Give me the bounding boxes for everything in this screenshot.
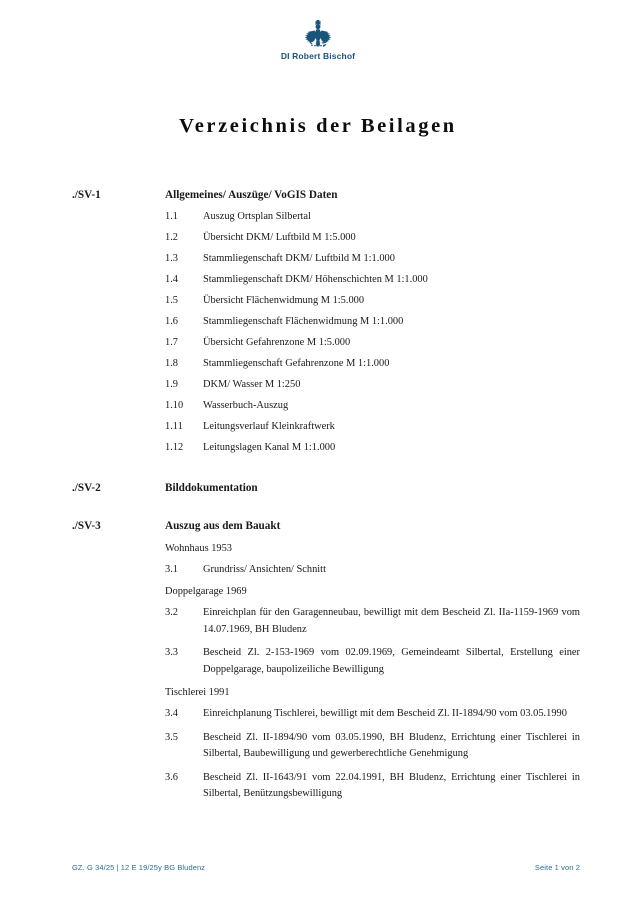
list-item [72, 730, 580, 763]
item-number: 3.3 [165, 647, 178, 658]
item-text: Übersicht DKM/ Luftbild M 1:5.000 [203, 232, 356, 243]
list-item [72, 440, 580, 455]
item-number: 1.1 [165, 211, 178, 222]
item-text: Einreichplanung Tischlerei, bewilligt mit dem Bescheid Zl. II-1894/90 vom 03.05.1990 [203, 708, 567, 719]
footer-page-number: Seite 1 von 2 [534, 863, 580, 872]
section-sv-3 [72, 519, 580, 803]
section-title: Bilddokumentation [165, 482, 258, 494]
list-item [72, 209, 580, 224]
group-items [72, 706, 580, 803]
footer-reference: GZ. G 34/25 | 12 E 19/25y BG Bludenz [72, 863, 206, 872]
list-item [72, 335, 580, 350]
group-label: Wohnhaus 1953 [165, 543, 232, 554]
list-item [72, 645, 580, 678]
item-text: DKM/ Wasser M 1:250 [203, 379, 301, 390]
item-text: Bescheid Zl. II-1643/91 vom 22.04.1991, BH Bludenz, Errichtung einer Tischlerei in Silbertal, Benützungsbewilligung [203, 771, 580, 799]
item-text: Stammliegenschaft Gefahrenzone M 1:1.000 [203, 358, 390, 369]
section-items [72, 209, 580, 455]
section-sv-2 [72, 481, 580, 496]
section-sv-1 [72, 188, 580, 455]
list-item [72, 605, 580, 638]
group-items [72, 605, 580, 678]
item-text: Leitungslagen Kanal M 1:1.000 [203, 442, 336, 453]
section-header [72, 188, 580, 203]
section-label: ./SV-3 [72, 520, 101, 532]
item-text: Stammliegenschaft DKM/ Luftbild M 1:1.000 [203, 253, 395, 264]
list-item [72, 251, 580, 266]
item-number: 3.1 [165, 564, 178, 575]
section-label: ./SV-2 [72, 482, 101, 494]
item-text: Bescheid Zl. II-1894/90 vom 03.05.1990, BH Bludenz, Errichtung einer Tischlerei in Silbertal, Baubewilligung und gewerberechtliche Genehmigung [203, 731, 580, 759]
group-items [72, 562, 580, 577]
item-text: Einreichplan für den Garagenneubau, bewilligt mit dem Bescheid Zl. IIa-1159-1969 vom 14.07.1969, BH Bludenz [203, 607, 580, 635]
item-number: 1.10 [165, 400, 184, 411]
beilagen-list [72, 188, 580, 803]
item-text: Wasserbuch-Auszug [203, 400, 289, 411]
item-number: 1.3 [165, 253, 178, 264]
item-number: 1.8 [165, 358, 178, 369]
list-item [72, 272, 580, 287]
item-number: 3.6 [165, 771, 178, 783]
item-text: Bescheid Zl. 2-153-1969 vom 02.09.1969, Gemeindeamt Silbertal, Erstellung einer Doppelgarage, baupolizeiliche Bewilligung [203, 647, 580, 675]
item-text: Grundriss/ Ansichten/ Schnitt [203, 564, 326, 575]
section-label: ./SV-1 [72, 189, 101, 201]
list-item [72, 293, 580, 308]
list-item [72, 706, 580, 723]
section-header [72, 519, 580, 534]
page-footer [72, 863, 580, 872]
section-title: Auszug aus dem Bauakt [165, 520, 281, 532]
list-item [72, 419, 580, 434]
item-text: Stammliegenschaft DKM/ Höhenschichten M 1:1.000 [203, 274, 428, 285]
page-title: Verzeichnis der Beilagen [179, 115, 457, 137]
group-label: Tischlerei 1991 [165, 687, 230, 698]
group-label: Doppelgarage 1969 [165, 586, 247, 597]
item-number: 3.4 [165, 708, 178, 719]
letterhead [0, 20, 636, 61]
list-item [72, 356, 580, 371]
item-number: 1.12 [165, 442, 184, 453]
section-title: Allgemeines/ Auszüge/ VoGIS Daten [165, 189, 338, 201]
item-text: Übersicht Flächenwidmung M 1:5.000 [203, 295, 365, 306]
item-number: 1.7 [165, 337, 178, 348]
item-number: 1.11 [165, 421, 183, 432]
list-item [72, 314, 580, 329]
item-number: 1.9 [165, 379, 178, 390]
item-number: 1.4 [165, 274, 178, 285]
section-header [72, 481, 580, 496]
list-item [72, 230, 580, 245]
item-number: 1.2 [165, 232, 178, 243]
austrian-eagle-icon [303, 20, 333, 48]
item-number: 3.5 [165, 731, 178, 743]
list-item [72, 398, 580, 413]
item-text: Stammliegenschaft Flächenwidmung M 1:1.000 [203, 316, 404, 327]
item-text: Übersicht Gefahrenzone M 1:5.000 [203, 337, 351, 348]
item-number: 1.6 [165, 316, 178, 327]
item-text: Auszug Ortsplan Silbertal [203, 211, 311, 222]
firm-name: DI Robert Bischof [280, 51, 356, 61]
list-item [72, 377, 580, 392]
list-item [72, 770, 580, 803]
list-item [72, 562, 580, 577]
item-text: Leitungsverlauf Kleinkraftwerk [203, 421, 335, 432]
item-number: 3.2 [165, 607, 178, 618]
item-number: 1.5 [165, 295, 178, 306]
